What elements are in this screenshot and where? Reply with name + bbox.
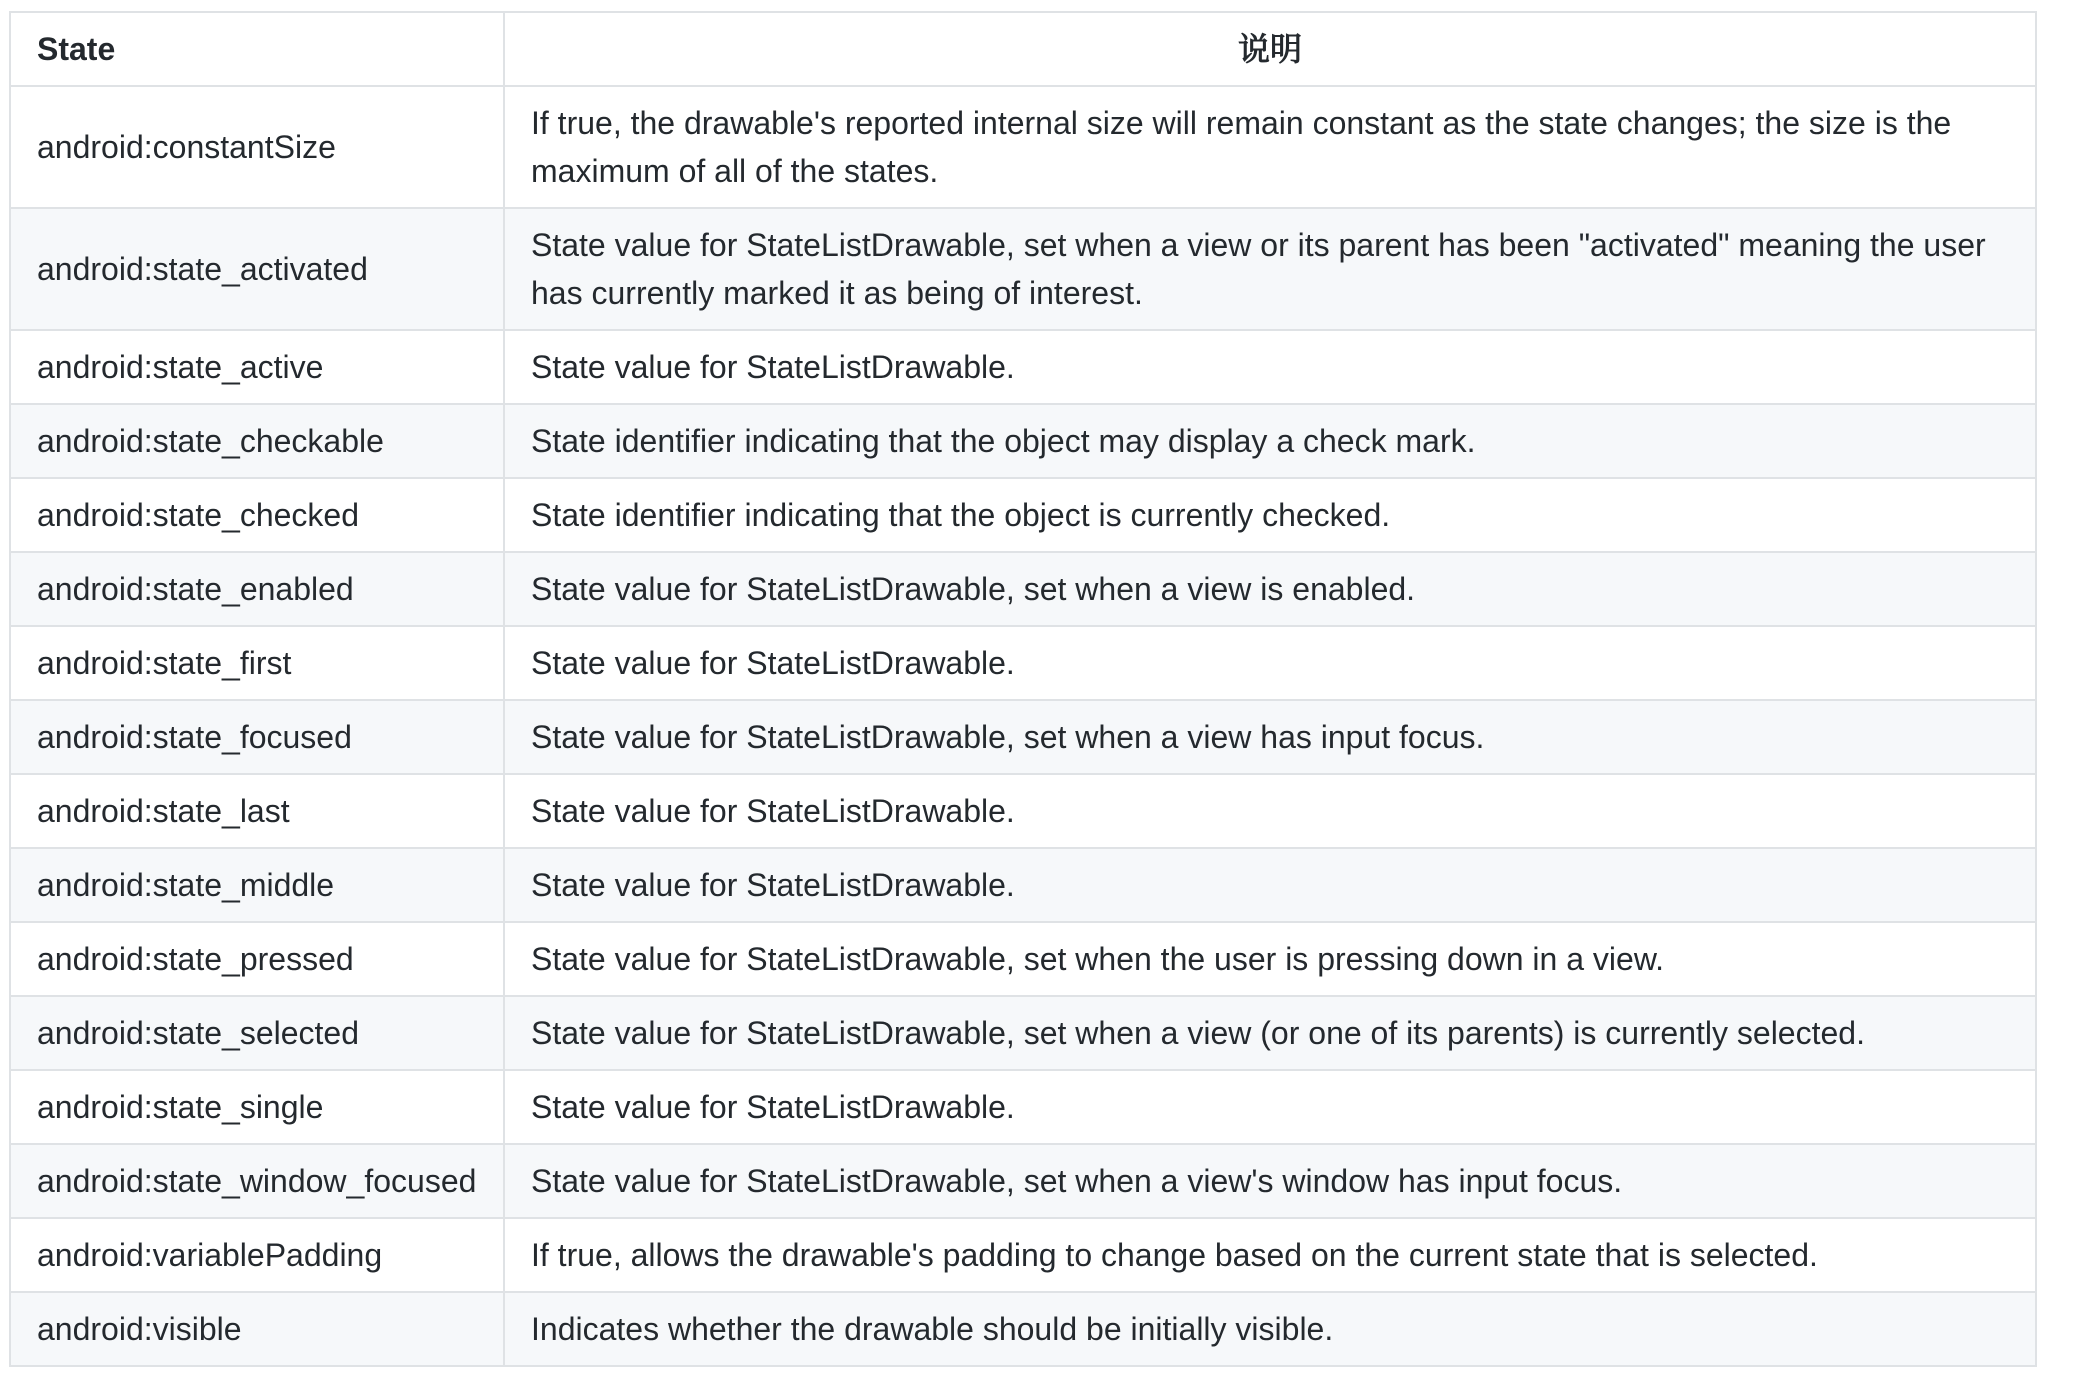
- state-cell: android:state_single: [10, 1070, 504, 1144]
- table-body: [10, 86, 2036, 1366]
- state-cell: android:state_first: [10, 626, 504, 700]
- state-cell: android:visible: [10, 1292, 504, 1366]
- state-cell: android:state_middle: [10, 848, 504, 922]
- table-row: [10, 208, 2036, 330]
- table-row: [10, 922, 2036, 996]
- state-cell: android:state_last: [10, 774, 504, 848]
- state-cell: android:state_enabled: [10, 552, 504, 626]
- state-cell: android:variablePadding: [10, 1218, 504, 1292]
- description-cell: State value for StateListDrawable, set when a view's window has input focus.: [504, 1144, 2036, 1218]
- table-row: [10, 1292, 2036, 1366]
- state-cell: android:state_selected: [10, 996, 504, 1070]
- description-cell: State value for StateListDrawable, set when the user is pressing down in a view.: [504, 922, 2036, 996]
- table-header: [10, 12, 2036, 86]
- description-cell: If true, allows the drawable's padding to change based on the current state that is selected.: [504, 1218, 2036, 1292]
- state-cell: android:constantSize: [10, 86, 504, 208]
- description-cell: State value for StateListDrawable, set when a view has input focus.: [504, 700, 2036, 774]
- table-row: [10, 552, 2036, 626]
- description-cell: State value for StateListDrawable, set when a view is enabled.: [504, 552, 2036, 626]
- table-row: [10, 404, 2036, 478]
- state-cell: android:state_active: [10, 330, 504, 404]
- description-cell: State identifier indicating that the object is currently checked.: [504, 478, 2036, 552]
- table-row: [10, 1144, 2036, 1218]
- state-cell: android:state_pressed: [10, 922, 504, 996]
- description-cell: State value for StateListDrawable, set when a view (or one of its parents) is currently selected.: [504, 996, 2036, 1070]
- table-row: [10, 478, 2036, 552]
- description-cell: State value for StateListDrawable.: [504, 848, 2036, 922]
- state-cell: android:state_checked: [10, 478, 504, 552]
- header-state: State: [10, 12, 504, 86]
- description-cell: Indicates whether the drawable should be initially visible.: [504, 1292, 2036, 1366]
- description-cell: State identifier indicating that the object may display a check mark.: [504, 404, 2036, 478]
- state-cell: android:state_window_focused: [10, 1144, 504, 1218]
- table-row: [10, 774, 2036, 848]
- states-table: [9, 11, 2037, 1367]
- state-cell: android:state_activated: [10, 208, 504, 330]
- table-row: [10, 1070, 2036, 1144]
- table-row: [10, 700, 2036, 774]
- header-description: 说明: [504, 12, 2036, 86]
- table-row: [10, 86, 2036, 208]
- description-cell: State value for StateListDrawable, set when a view or its parent has been "activated" meaning the user has currently marked it as being of interest.: [504, 208, 2036, 330]
- header-row: [10, 12, 2036, 86]
- description-cell: If true, the drawable's reported internal size will remain constant as the state changes; the size is the maximum of all of the states.: [504, 86, 2036, 208]
- table-row: [10, 330, 2036, 404]
- table-row: [10, 1218, 2036, 1292]
- state-cell: android:state_focused: [10, 700, 504, 774]
- description-cell: State value for StateListDrawable.: [504, 1070, 2036, 1144]
- state-cell: android:state_checkable: [10, 404, 504, 478]
- table-row: [10, 626, 2036, 700]
- states-table-container: [9, 11, 2035, 1367]
- description-cell: State value for StateListDrawable.: [504, 774, 2036, 848]
- table-row: [10, 996, 2036, 1070]
- table-row: [10, 848, 2036, 922]
- description-cell: State value for StateListDrawable.: [504, 626, 2036, 700]
- description-cell: State value for StateListDrawable.: [504, 330, 2036, 404]
